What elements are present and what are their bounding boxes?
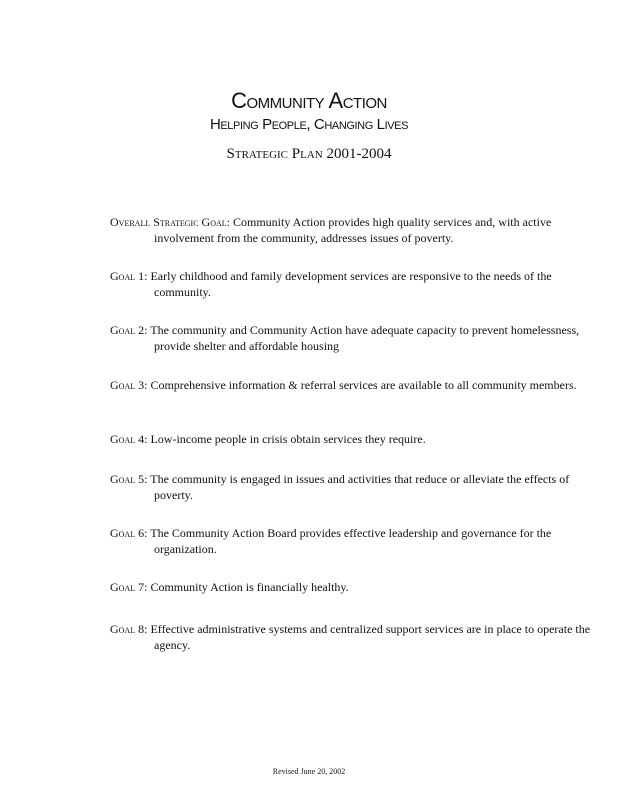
goal-3 xyxy=(110,377,604,393)
goal-label: Goal 6: xyxy=(110,526,148,540)
goal-text: Comprehensive information & referral services are available to all community members. xyxy=(150,378,577,392)
goal-text: Early childhood and family development services are responsive to the needs of the community. xyxy=(150,269,552,299)
revision-date: Revised June 20, 2002 xyxy=(272,767,346,776)
goal-text: Effective administrative systems and centralized support services are in place to operate the agency. xyxy=(150,622,591,652)
goal-label: Goal 8: xyxy=(110,622,148,636)
goal-label: Overall Strategic Goal: xyxy=(110,215,230,229)
goal-label: Goal 5: xyxy=(110,472,148,486)
goal-label: Goal 3: xyxy=(110,378,148,392)
goal-7 xyxy=(110,579,604,595)
goal-1 xyxy=(110,268,604,300)
goal-2 xyxy=(110,322,604,354)
goal-label: Goal 2: xyxy=(110,323,148,337)
goal-text: Community Action is financially healthy. xyxy=(150,580,349,594)
goal-5 xyxy=(110,471,604,503)
goal-label: Goal 1: xyxy=(110,269,148,283)
organization-title: Community Action xyxy=(231,88,387,113)
goal-6 xyxy=(110,525,604,557)
plan-title: Strategic Plan 2001-2004 xyxy=(226,146,392,162)
goal-text: The community and Community Action have adequate capacity to prevent homelessness, provide shelter and affordable housing xyxy=(150,323,580,353)
goal-8 xyxy=(110,621,604,653)
goal-4 xyxy=(110,431,604,447)
goal-text: Community Action provides high quality services and, with active involvement from the community, addresses issues of poverty. xyxy=(154,215,552,245)
goal-label: Goal 7: xyxy=(110,580,148,594)
goal-text: Low-income people in crisis obtain services they require. xyxy=(150,432,426,446)
goal-overall xyxy=(110,214,604,246)
organization-tagline: Helping People, Changing Lives xyxy=(209,116,409,133)
goal-text: The community is engaged in issues and activities that reduce or alleviate the effects of poverty. xyxy=(150,472,570,502)
goal-label: Goal 4: xyxy=(110,432,148,446)
goal-text: The Community Action Board provides effective leadership and governance for the organization. xyxy=(150,526,552,556)
